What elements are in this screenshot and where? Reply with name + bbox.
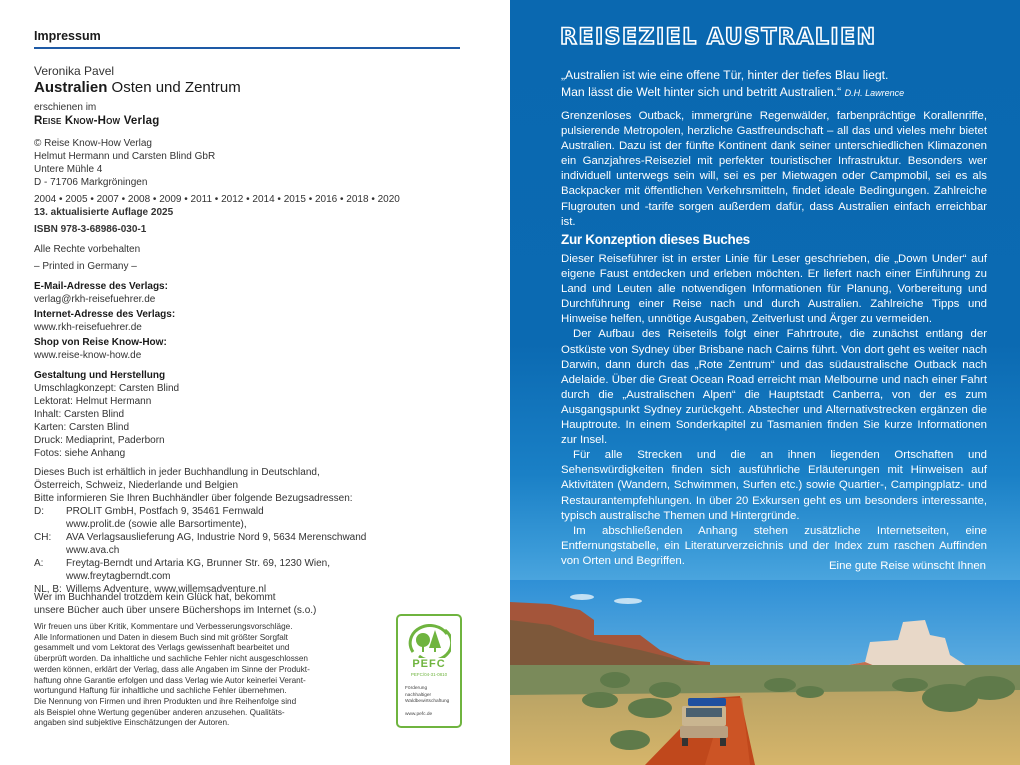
concept-paragraph: Dieser Reiseführer ist in erster Linie für Leser geschrieben, die „Down Under“ auf eigene Faust entdecken und erleben möchten. Er liefert nach einer Einführung zu Land und Leuten alle notwendigen Informationen für Planung, Vorbereitung und Durchführung einer Reise nach und durch Australien. Zahlreiche Tipps und Hinweise helfen, unnötige Ausgaben, Zeitverlust und Ärger zu vermeiden.: [561, 253, 987, 326]
publisher-name: [34, 115, 159, 128]
impressum-heading: [34, 27, 460, 49]
email-block: [34, 280, 168, 306]
concept-paragraph: Der Aufbau des Reiseteils folgt einer Fahrtroute, die zunächst entlang der Ostküste von Sydney über Brisbane nach Cairns führt. Von dort geht es weiter nach Darwin, dann durch das „Rote Zentrum“ und das südaustralische Outback nach Adelaide. Über die Great Ocean Road erreicht man Melbourne und nach einer Fahrt durch die „Australischen Alpen“ die Hauptstadt Canberra, von der es zum Ausgangspunkt Sydney zurückgeht. Abstecher und Alternativstrecken ergänzen die Hauptroute. In einem Sonderkapitel zu Tasmanien finden Sie kurze Informationen zur Insel.: [561, 328, 987, 447]
disclaimer-line: werden können, erklärt der Verlag, dass alle Angaben im Sinne der Produkt-: [34, 664, 310, 674]
pefc-logo: [396, 614, 462, 728]
current-edition: 13. aktualisierte Auflage 2025: [34, 207, 174, 218]
pefc-name: PEFC: [412, 658, 446, 670]
email-label: E-Mail-Adresse des Verlags:: [34, 281, 168, 292]
distributor-country: NL, B:: [34, 584, 62, 595]
distributor-url[interactable]: www.prolit.de (sowie alle Barsortimente),: [66, 519, 247, 530]
distributor-country: CH:: [34, 532, 52, 543]
pefc-tree-icon: [407, 624, 451, 658]
disclaimer-line: haftung ohne Garantie erfolgen und dass Verlag wie Autor keinerlei Verant-: [34, 675, 306, 685]
distributor-row: [34, 518, 366, 531]
outback-photo: [510, 580, 1020, 765]
intro-page: [510, 0, 1020, 765]
distributor-address: Freytag-Berndt und Artaria KG, Brunner Str. 69, 1230 Wien,: [66, 558, 331, 569]
availability-line: Dieses Buch ist erhältlich in jeder Buchhandlung in Deutschland,: [34, 467, 320, 478]
distributor-country: A:: [34, 558, 44, 569]
isbn: ISBN 978-3-68986-030-1: [34, 224, 147, 235]
production-line: Fotos: siehe Anhang: [34, 448, 126, 459]
rights-reserved: Alle Rechte vorbehalten: [34, 244, 141, 255]
distributor-row: [34, 544, 366, 557]
availability-block: [34, 466, 366, 596]
concept-text: [561, 252, 987, 569]
distributor-country: D:: [34, 506, 44, 517]
printed-in: – Printed in Germany –: [34, 261, 137, 272]
closing-line: Eine gute Reise wünscht Ihnen: [828, 560, 986, 572]
distributor-row: [34, 570, 366, 583]
impressum-title: Impressum: [34, 29, 101, 43]
email-link[interactable]: verlag@rkh-reisefuehrer.de: [34, 294, 156, 305]
website-label: Internet-Adresse des Verlags:: [34, 309, 176, 320]
book-title: [34, 79, 241, 97]
pefc-text-line: Waldbewirtschaftung: [405, 699, 450, 704]
concept-paragraph: Im abschließenden Anhang stehen zusätzliche Internetseiten, eine Entfernungstabelle, ein Literaturverzeichnis und der Index zum raschen Auffinden von Orten und Begriffen.: [561, 524, 987, 567]
online-line: unsere Bücher auch über unsere Büchershops im Internet (s.o.): [34, 605, 317, 616]
pefc-text: [405, 686, 449, 706]
distributor-row: [34, 557, 366, 570]
quote-line: Man lässt die Welt hinter sich und betritt Australien.“: [561, 85, 845, 99]
published-in-label: erschienen im: [34, 102, 97, 113]
distributor-row: [34, 531, 366, 544]
copyright-line: Helmut Hermann und Carsten Blind GbR: [34, 151, 216, 162]
website-block: [34, 308, 175, 334]
disclaimer-line: wortungund Haftung für inhaltliche und sachliche Fehler übernehmen.: [34, 686, 287, 696]
distributor-address: Willems Adventure, www.willemsadventure.nl: [66, 584, 267, 595]
availability-line: Österreich, Schweiz, Niederlande und Belgien: [34, 480, 238, 491]
section-heading: Zur Konzeption dieses Buches: [561, 232, 750, 247]
production-line: Umschlagkonzept: Carsten Blind: [34, 383, 180, 394]
copyright-line: D - 71706 Markgröningen: [34, 177, 148, 188]
concept-paragraph: Für alle Strecken und die an ihnen liegenden Ortschaften und Sehenswürdigkeiten finden sich ausführliche Erläuterungen mit Hinweisen auf Aktivitäten (Wandern, Schwimmen, Surfen etc.) sowie Quartier-, Campingplatz- und Restaurantempfehlungen. In über 20 Exkursen geht es um besonders interessante, typisch australische Themen und Hintergründe.: [561, 449, 987, 522]
intro-paragraph: Grenzenloses Outback, immergrüne Regenwälder, farbenprächtige Korallenriffe, pulsierende Metropolen, herzliche Gastfreundschaft – all das und vieles mehr bietet Australien. Dazu ist der fünfte Kontinent dank seiner unterschiedlichen Klimazonen ein Ganzjahres-Reiseziel mit perfekter touristischer Infrastruktur. Besonders wer individuell unterwegs sein will, sei es per Mietwagen oder Campmobil, sei es als Backpacker mit öffentlichen Verkehrsmitteln, findet ideale Bedingungen. Zahlreiche Flugrouten und -tarife sorgen außerdem dafür, dass Australien einfach erreichbar ist.: [561, 110, 987, 228]
pefc-text-line: Förderung: [405, 686, 428, 691]
availability-line: Bitte informieren Sie Ihren Buchhändler über folgende Bezugsadressen:: [34, 493, 353, 504]
production-line: Druck: Mediaprint, Paderborn: [34, 435, 165, 446]
production-label: Gestaltung und Herstellung: [34, 370, 166, 381]
page-title: REISEZIEL AUSTRALIEN: [560, 25, 877, 50]
production-line: Karten: Carsten Blind: [34, 422, 130, 433]
roof-box: [688, 698, 726, 706]
publisher-brand: Reise Know-How: [34, 115, 121, 127]
disclaimer: [34, 622, 310, 729]
book-title-main: Australien: [34, 79, 108, 96]
shop-block: [34, 336, 167, 362]
disclaimer-line: Wir freuen uns über Kritik, Kommentare und Verbesserungsvorschläge.: [34, 622, 293, 631]
disclaimer-line: überprüft worden. Da inhaltliche und sachliche Fehler nicht ausgeschlossen: [34, 654, 308, 664]
publisher-suffix: Verlag: [120, 115, 160, 127]
copyright-line: Untere Mühle 4: [34, 164, 103, 175]
website-link[interactable]: www.rkh-reisefuehrer.de: [34, 322, 142, 333]
disclaimer-line: Alle Informationen und Daten in diesem Buch sind mit größter Sorgfalt: [34, 632, 288, 642]
pefc-code: PEFC/04-31-0810: [410, 672, 448, 677]
quote-author: D.H. Lawrence: [844, 88, 905, 98]
online-line: Wer im Buchhandel trotzdem kein Glück hat, bekommt: [34, 592, 276, 603]
production-line: Lektorat: Helmut Hermann: [34, 396, 152, 407]
disclaimer-line: gesammelt und vom Lektorat des Verlags gewissenhaft bearbeitet und: [34, 643, 290, 653]
shop-label: Shop von Reise Know-How:: [34, 337, 167, 348]
production-block: [34, 369, 179, 460]
edition-years: 2004 • 2005 • 2007 • 2008 • 2009 • 2011 • 2012 • 2014 • 2015 • 2016 • 2018 • 2020: [34, 194, 400, 205]
distributor-url[interactable]: www.ava.ch: [66, 545, 120, 556]
author-name: Veronika Pavel: [34, 64, 115, 78]
copyright-address: [34, 137, 215, 189]
production-line: Inhalt: Carsten Blind: [34, 409, 125, 420]
book-title-sub: Osten und Zentrum: [107, 79, 241, 96]
distributor-url[interactable]: www.freytagberndt.com: [66, 571, 171, 582]
disclaimer-line: als Beispiel ohne Wertung gegenüber anderen anzusehen. Qualitäts-: [34, 707, 285, 717]
quote-line: „Australien ist wie eine offene Tür, hinter der tiefes Blau liegt.: [561, 68, 889, 82]
distributor-address: PROLIT GmbH, Postfach 9, 35461 Fernwald: [66, 506, 264, 517]
epigraph-quote: [561, 67, 904, 102]
disclaimer-line: angaben sind subjektive Einschätzungen der Autoren.: [34, 718, 230, 728]
online-shop-note: [34, 591, 316, 617]
disclaimer-line: Die Nennung von Firmen und ihren Produkten und ihre Reihenfolge sind: [34, 696, 297, 706]
distributor-address: AVA Verlagsauslieferung AG, Industrie Nord 9, 5634 Merenschwand: [66, 532, 367, 543]
pefc-url: www.pefc.de: [405, 712, 433, 717]
copyright-line: © Reise Know-How Verlag: [34, 138, 152, 149]
pefc-text-line: nachhaltiger: [405, 692, 432, 698]
distributor-row: [34, 505, 366, 518]
shop-link[interactable]: www.reise-know-how.de: [34, 350, 142, 361]
